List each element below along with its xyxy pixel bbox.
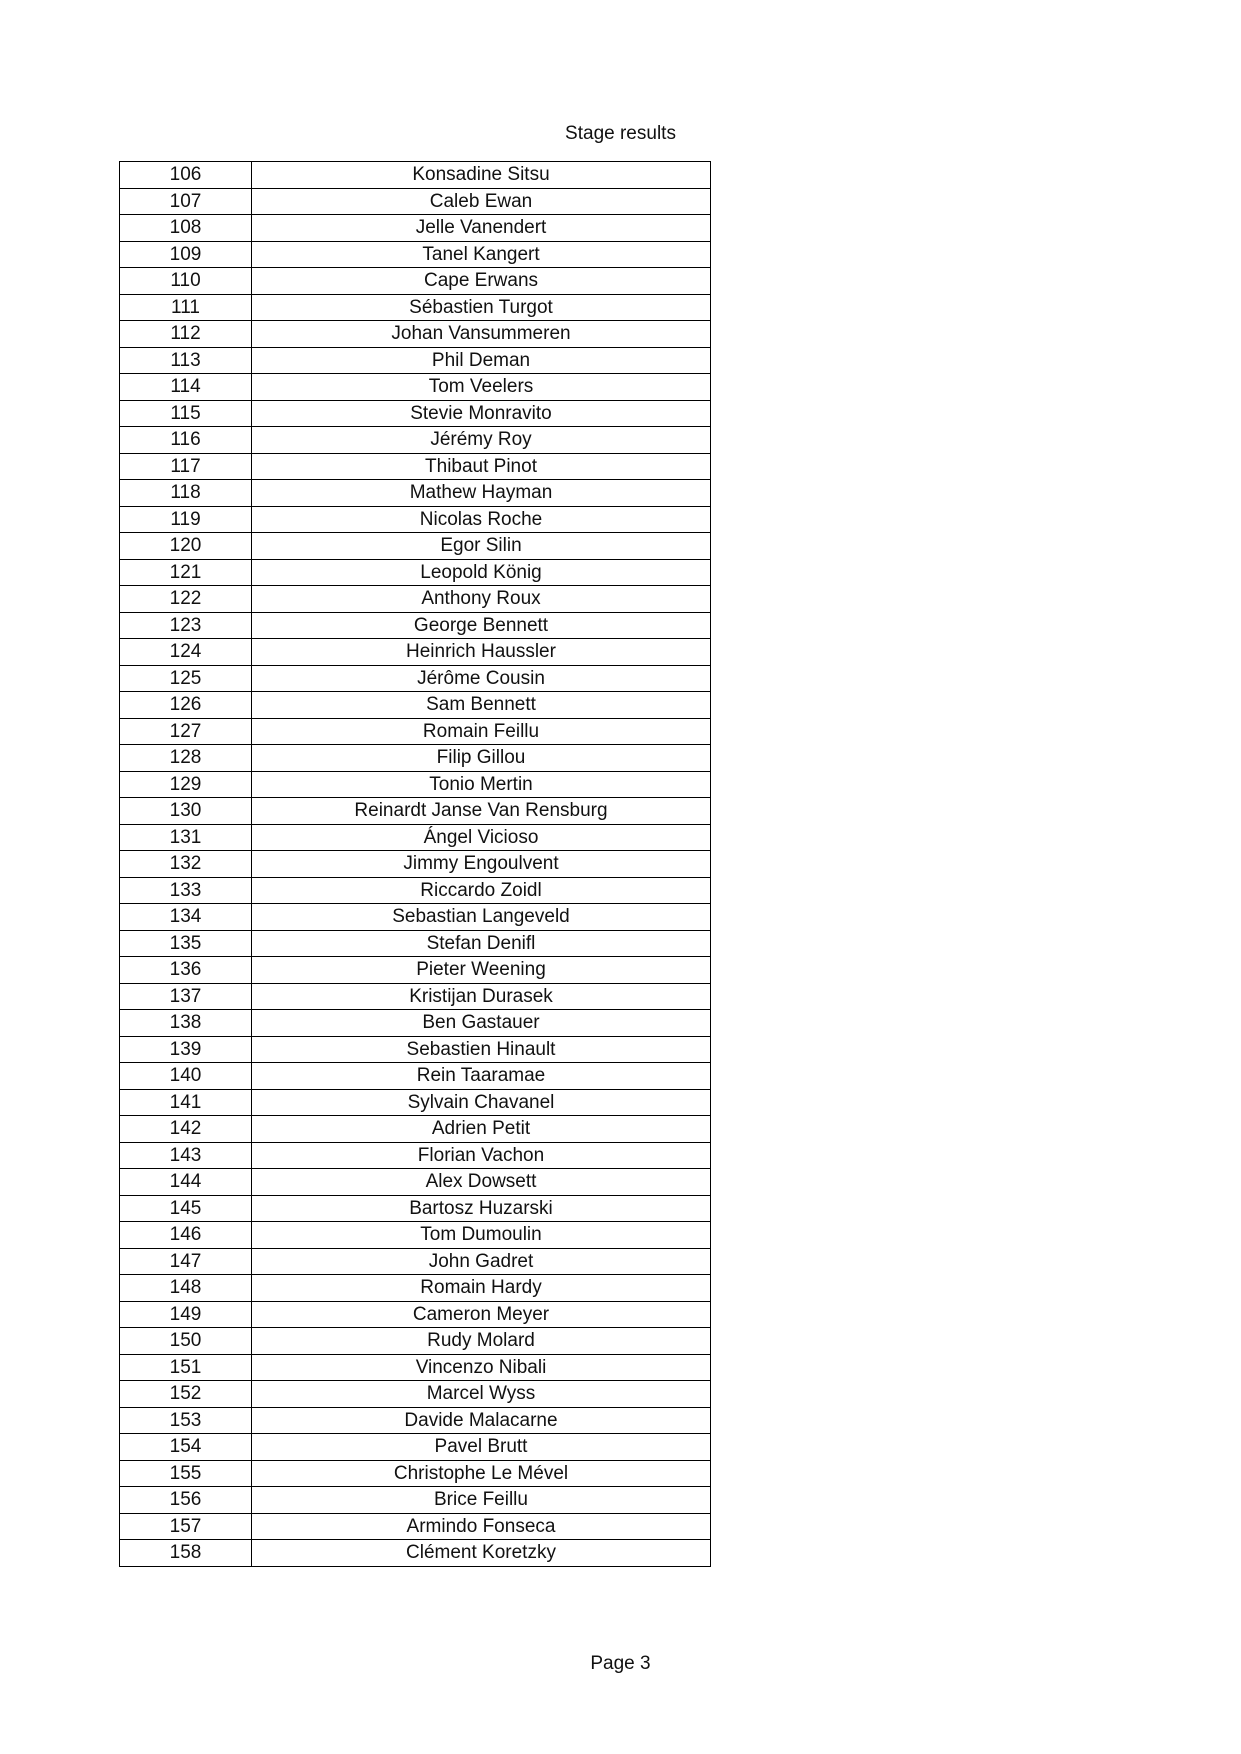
rider-number-cell: 116	[120, 427, 252, 454]
rider-name-cell: Christophe Le Mével	[252, 1460, 711, 1487]
rider-number-cell: 108	[120, 215, 252, 242]
rider-name-cell: Vincenzo Nibali	[252, 1354, 711, 1381]
table-row	[120, 321, 711, 348]
table-row	[120, 427, 711, 454]
table-row	[120, 851, 711, 878]
table-row	[120, 188, 711, 215]
rider-name-cell: Davide Malacarne	[252, 1407, 711, 1434]
rider-number-cell: 115	[120, 400, 252, 427]
rider-number-cell: 123	[120, 612, 252, 639]
table-row	[120, 586, 711, 613]
rider-name-cell: Mathew Hayman	[252, 480, 711, 507]
rider-name-cell: John Gadret	[252, 1248, 711, 1275]
rider-number-cell: 107	[120, 188, 252, 215]
rider-name-cell: Phil Deman	[252, 347, 711, 374]
table-row	[120, 798, 711, 825]
rider-number-cell: 153	[120, 1407, 252, 1434]
page-footer: Page 3	[590, 1653, 651, 1674]
rider-number-cell: 150	[120, 1328, 252, 1355]
rider-name-cell: Riccardo Zoidl	[252, 877, 711, 904]
table-row	[120, 692, 711, 719]
table-row	[120, 930, 711, 957]
rider-name-cell: Adrien Petit	[252, 1116, 711, 1143]
rider-name-cell: Rein Taaramae	[252, 1063, 711, 1090]
table-row	[120, 1407, 711, 1434]
table-row	[120, 1036, 711, 1063]
stage-results-table	[119, 161, 711, 1567]
table-row	[120, 1010, 711, 1037]
rider-name-cell: Pieter Weening	[252, 957, 711, 984]
rider-name-cell: Tom Dumoulin	[252, 1222, 711, 1249]
table-row	[120, 480, 711, 507]
rider-name-cell: Tanel Kangert	[252, 241, 711, 268]
rider-name-cell: Leopold König	[252, 559, 711, 586]
rider-name-cell: Sylvain Chavanel	[252, 1089, 711, 1116]
rider-number-cell: 132	[120, 851, 252, 878]
table-row	[120, 1513, 711, 1540]
table-row	[120, 1063, 711, 1090]
rider-number-cell: 148	[120, 1275, 252, 1302]
rider-name-cell: Rudy Molard	[252, 1328, 711, 1355]
table-row	[120, 1301, 711, 1328]
rider-name-cell: Tonio Mertin	[252, 771, 711, 798]
rider-number-cell: 114	[120, 374, 252, 401]
rider-name-cell: Ángel Vicioso	[252, 824, 711, 851]
rider-number-cell: 137	[120, 983, 252, 1010]
rider-number-cell: 121	[120, 559, 252, 586]
rider-name-cell: Clément Koretzky	[252, 1540, 711, 1567]
rider-number-cell: 125	[120, 665, 252, 692]
rider-name-cell: Cape Erwans	[252, 268, 711, 295]
rider-number-cell: 117	[120, 453, 252, 480]
rider-number-cell: 119	[120, 506, 252, 533]
table-row	[120, 1116, 711, 1143]
rider-name-cell: Thibaut Pinot	[252, 453, 711, 480]
table-row	[120, 400, 711, 427]
table-row	[120, 771, 711, 798]
table-row	[120, 904, 711, 931]
rider-number-cell: 141	[120, 1089, 252, 1116]
rider-name-cell: Filip Gillou	[252, 745, 711, 772]
rider-number-cell: 146	[120, 1222, 252, 1249]
rider-number-cell: 127	[120, 718, 252, 745]
table-row	[120, 1169, 711, 1196]
rider-number-cell: 122	[120, 586, 252, 613]
table-row	[120, 1142, 711, 1169]
table-row	[120, 1275, 711, 1302]
table-row	[120, 1434, 711, 1461]
rider-name-cell: Jelle Vanendert	[252, 215, 711, 242]
page-title: Stage results	[565, 123, 676, 144]
rider-number-cell: 131	[120, 824, 252, 851]
rider-name-cell: Reinardt Janse Van Rensburg	[252, 798, 711, 825]
rider-name-cell: George Bennett	[252, 612, 711, 639]
table-row	[120, 1195, 711, 1222]
rider-number-cell: 130	[120, 798, 252, 825]
table-row	[120, 1460, 711, 1487]
rider-number-cell: 129	[120, 771, 252, 798]
table-row	[120, 162, 711, 189]
rider-name-cell: Romain Feillu	[252, 718, 711, 745]
table-row	[120, 1089, 711, 1116]
table-row	[120, 215, 711, 242]
rider-name-cell: Jimmy Engoulvent	[252, 851, 711, 878]
table-row	[120, 1487, 711, 1514]
rider-number-cell: 144	[120, 1169, 252, 1196]
rider-name-cell: Stefan Denifl	[252, 930, 711, 957]
rider-name-cell: Jérôme Cousin	[252, 665, 711, 692]
rider-name-cell: Sebastien Hinault	[252, 1036, 711, 1063]
rider-name-cell: Marcel Wyss	[252, 1381, 711, 1408]
table-row	[120, 983, 711, 1010]
rider-number-cell: 143	[120, 1142, 252, 1169]
rider-name-cell: Egor Silin	[252, 533, 711, 560]
rider-name-cell: Alex Dowsett	[252, 1169, 711, 1196]
rider-number-cell: 138	[120, 1010, 252, 1037]
rider-number-cell: 113	[120, 347, 252, 374]
rider-name-cell: Johan Vansummeren	[252, 321, 711, 348]
table-row	[120, 294, 711, 321]
rider-name-cell: Cameron Meyer	[252, 1301, 711, 1328]
rider-number-cell: 157	[120, 1513, 252, 1540]
rider-number-cell: 110	[120, 268, 252, 295]
rider-number-cell: 142	[120, 1116, 252, 1143]
table-row	[120, 268, 711, 295]
rider-number-cell: 154	[120, 1434, 252, 1461]
rider-number-cell: 134	[120, 904, 252, 931]
table-row	[120, 1354, 711, 1381]
rider-name-cell: Pavel Brutt	[252, 1434, 711, 1461]
rider-number-cell: 124	[120, 639, 252, 666]
rider-name-cell: Konsadine Sitsu	[252, 162, 711, 189]
table-row	[120, 1248, 711, 1275]
rider-name-cell: Jérémy Roy	[252, 427, 711, 454]
rider-name-cell: Kristijan Durasek	[252, 983, 711, 1010]
table-row	[120, 718, 711, 745]
table-row	[120, 347, 711, 374]
rider-number-cell: 156	[120, 1487, 252, 1514]
rider-number-cell: 112	[120, 321, 252, 348]
table-row	[120, 374, 711, 401]
rider-number-cell: 147	[120, 1248, 252, 1275]
rider-number-cell: 149	[120, 1301, 252, 1328]
rider-name-cell: Florian Vachon	[252, 1142, 711, 1169]
table-row	[120, 1328, 711, 1355]
rider-number-cell: 111	[120, 294, 252, 321]
table-row	[120, 1222, 711, 1249]
table-row	[120, 1381, 711, 1408]
rider-name-cell: Caleb Ewan	[252, 188, 711, 215]
rider-number-cell: 135	[120, 930, 252, 957]
table-row	[120, 533, 711, 560]
rider-number-cell: 152	[120, 1381, 252, 1408]
table-row	[120, 1540, 711, 1567]
rider-name-cell: Nicolas Roche	[252, 506, 711, 533]
rider-name-cell: Romain Hardy	[252, 1275, 711, 1302]
rider-number-cell: 120	[120, 533, 252, 560]
rider-number-cell: 155	[120, 1460, 252, 1487]
rider-name-cell: Sebastian Langeveld	[252, 904, 711, 931]
results-table-body	[120, 162, 711, 1567]
rider-name-cell: Anthony Roux	[252, 586, 711, 613]
rider-name-cell: Sam Bennett	[252, 692, 711, 719]
table-row	[120, 957, 711, 984]
rider-name-cell: Tom Veelers	[252, 374, 711, 401]
rider-number-cell: 133	[120, 877, 252, 904]
rider-number-cell: 128	[120, 745, 252, 772]
rider-number-cell: 139	[120, 1036, 252, 1063]
table-row	[120, 824, 711, 851]
rider-name-cell: Bartosz Huzarski	[252, 1195, 711, 1222]
rider-number-cell: 118	[120, 480, 252, 507]
table-row	[120, 612, 711, 639]
rider-name-cell: Heinrich Haussler	[252, 639, 711, 666]
table-row	[120, 745, 711, 772]
rider-number-cell: 151	[120, 1354, 252, 1381]
table-row	[120, 453, 711, 480]
table-row	[120, 877, 711, 904]
rider-number-cell: 145	[120, 1195, 252, 1222]
table-row	[120, 665, 711, 692]
rider-number-cell: 136	[120, 957, 252, 984]
rider-number-cell: 158	[120, 1540, 252, 1567]
table-row	[120, 241, 711, 268]
rider-number-cell: 126	[120, 692, 252, 719]
table-row	[120, 506, 711, 533]
rider-name-cell: Stevie Monravito	[252, 400, 711, 427]
rider-number-cell: 109	[120, 241, 252, 268]
rider-name-cell: Brice Feillu	[252, 1487, 711, 1514]
rider-number-cell: 106	[120, 162, 252, 189]
table-row	[120, 639, 711, 666]
rider-name-cell: Sébastien Turgot	[252, 294, 711, 321]
rider-name-cell: Ben Gastauer	[252, 1010, 711, 1037]
table-row	[120, 559, 711, 586]
rider-name-cell: Armindo Fonseca	[252, 1513, 711, 1540]
rider-number-cell: 140	[120, 1063, 252, 1090]
